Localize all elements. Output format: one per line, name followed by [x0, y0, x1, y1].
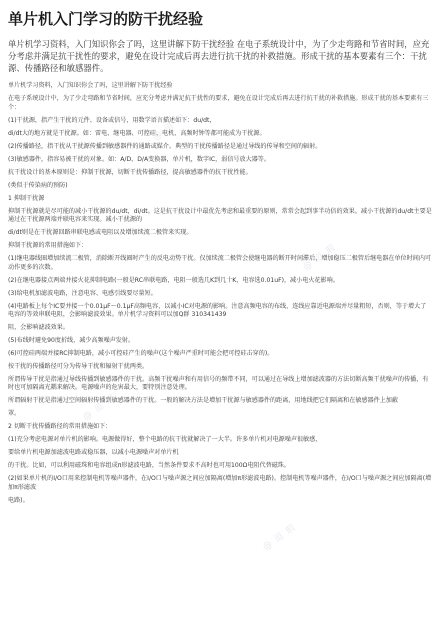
paragraph-29: 电路)。 — [8, 496, 29, 504]
paragraph-19: (6)可控硅两端并接RC抑制电路，减小可控硅产生的噪声(这个噪声严重时可能会把可控硅击穿的)。 — [8, 350, 274, 358]
document-page — [8, 10, 432, 510]
paragraph-12: 抑制干扰源的常用措施如下： — [8, 242, 88, 250]
paragraph-10: 抑制干扰源就是尽可能的减小干扰源的du/dt，di/dt。这是抗干扰设计中最优先考虑和最重要的原则，常常会起到事半功倍的效果。减小干扰源的du/dt主要是通过在干扰源两端并联电容来实现。减小干扰源的 — [8, 207, 432, 224]
paragraph-2: 在电子系统设计中，为了少走弯路和节省时间，应充分考虑并满足抗干扰性的要求，避免在设计完成后再去进行抗干扰的补救措施。形成干扰的基本要素有三个： — [8, 95, 429, 111]
paragraph-1: 单片机学习资料，入门知识你会了吗，这里讲解下防干扰经验 — [8, 82, 173, 90]
paragraph-15: (3)给电机加滤波电路，注意电容、电感引线要尽量短。 — [8, 289, 157, 297]
paragraph-27: 的干扰。比如，可以利用磁珠和电容组成π形滤波电路，当然条件要求不高时也可用100Ω电阻代替磁珠。 — [8, 462, 290, 470]
paragraph-28: (2)如果单片机的I/O口用来控制电机等噪声器件，在I/O口与噪声源之间应加隔离(增加π形滤波电路)。控制电机等噪声器件，在I/O口与噪声源之间应加隔离(增加π形滤波 — [8, 475, 432, 491]
paragraph-26: 要给单片机电源加滤波电路或稳压器，以减小电源噪声对单片机 — [8, 449, 179, 457]
paragraph-13: (1)继电器线圈增加续流二极管，消除断开线圈时产生的反电动势干扰。仅加续流二极管会使继电器的断开时间滞后，增加稳压二极管后继电器在单位时间内可动作更多的次数。 — [8, 255, 432, 271]
paragraph-7: 抗干扰设计的基本原则是：抑制干扰源，切断干扰传播路径，提高敏感器件的抗干扰性能。 — [8, 168, 252, 176]
paragraph-4: di/dt大的地方就是干扰源。如：雷电、继电器、可控硅、电机、高频时钟等都可能成为干扰源。 — [8, 129, 266, 137]
paragraph-20: 按干扰的传播路径可分为传导干扰和辐射干扰两类。 — [8, 363, 149, 371]
paragraph-6: (3)敏感器件，指容易被干扰的对象。如：A/D、D/A变换器，单片机，数字IC，弱信号放大器等。 — [8, 155, 270, 163]
intro-paragraph: 单片机学习资料，入门知识你会了吗，这里讲解下防干扰经验 在电子系统设计中，为了少走弯路和节省时间，应充分考虑并满足抗干扰性的要求，避免在设计完成后再去进行抗干扰的补救措施。形成干扰的基本要素有三个：干扰源、传播路径和敏感器件。 — [8, 39, 430, 73]
paragraph-21: 所谓传导干扰是指通过导线传播到敏感器件的干扰。高频干扰噪声和有用信号的频带不同，可以通过在导线上增加滤波器的方法切断高频干扰噪声的传播，有时也可加隔离光耦来解决。电源噪声的危害最大，要特别注意处理。 — [8, 376, 429, 392]
document-title: 单片机入门学习的防干扰经验 — [8, 10, 204, 28]
paragraph-25: (1)充分考虑电源对单片机的影响。电源做得好，整个电路的抗干扰就解决了一大半。许多单片机对电源噪声很敏感， — [8, 436, 322, 444]
watermark-text: @ 道 瑕 — [301, 242, 339, 273]
paragraph-11: di/dt则是在干扰源回路串联电感或电阻以及增加续流二极管来实现。 — [8, 229, 193, 237]
watermark-text: @ 道 瑕 — [261, 522, 299, 553]
watermark-text: @ 道 瑕 — [151, 112, 189, 143]
paragraph-8: (类似于传染病的预防) — [8, 181, 68, 189]
paragraph-23: 罩。 — [8, 410, 21, 418]
section-heading-2: 2 切断干扰传播路径的常用措施如下： — [8, 423, 112, 431]
paragraph-22: 所谓辐射干扰是指通过空间辐射传播到敏感器件的干扰。一般的解决方法是增加干扰源与敏感器件的距离，用地线把它们隔离和在敏感器件上加蔽 — [8, 397, 398, 405]
paragraph-14: (2)在继电器接点两端并接火花抑制电路(一般是RC串联电路，电阻一般选几K到几十K，电容选0.01uF)，减小电火花影响。 — [8, 276, 339, 284]
watermark-text: @ 道 瑕 — [81, 392, 119, 423]
paragraph-16: (4)电路板上每个IC要并接一个0.01μF～0.1μF高频电容，以减小IC对电源的影响。注意高频电容的布线，连线应靠近电源端并尽量粗短，否则，等于增大了电容的等效串联电阻，会影响滤波效果。单片机学习资料可以加Q群 310341439 — [8, 302, 427, 319]
paragraph-18: (5)布线时避免90度折线，减少高频噪声发射。 — [8, 337, 135, 345]
paragraph-3: (1)干扰源，指产生干扰的元件、设备或信号，用数学语言描述如下：du/dt， — [8, 116, 216, 124]
paragraph-17: 阻，会影响滤波效果。 — [8, 324, 69, 332]
section-heading-1: 1 抑制干扰源 — [8, 194, 45, 202]
paragraph-5: (2)传播路径，指干扰从干扰源传播到敏感器件的通路或媒介。典型的干扰传播路径是通过导线的传导和空间的辐射。 — [8, 142, 322, 150]
